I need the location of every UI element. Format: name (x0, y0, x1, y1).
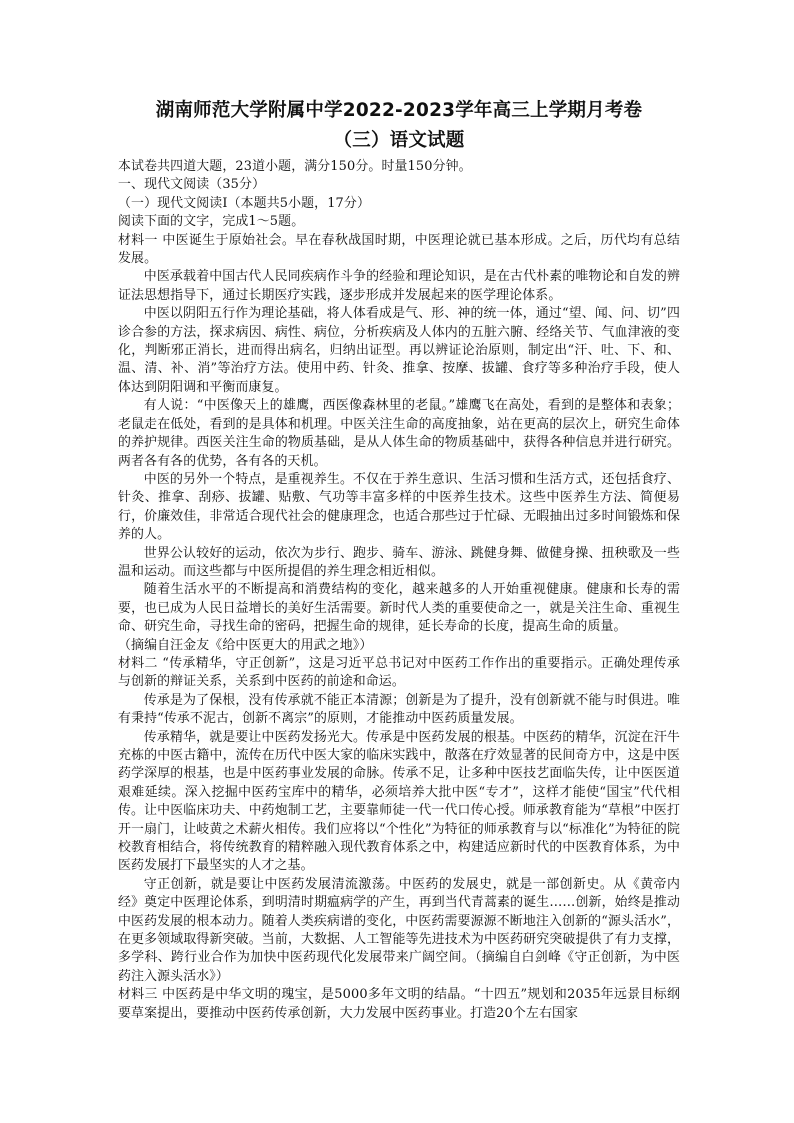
material-2-paragraph: 传承是为了保根，没有传承就不能正本清源；创新是为了提升，没有创新就不能与时俱进。唯有秉持“传承不泥古，创新不离宗”的原则，才能推动中医药质量发展。 (118, 692, 680, 727)
material-2-paragraph: 守正创新，就是要让中医药发展清流激荡。中医药的发展史，就是一部创新史。从《黄帝内经》奠定中医理论体系，到明清时期瘟病学的产生，再到当代青蒿素的诞生……创新，始终是推动中医药发展的根本动力。随着人类疾病谱的变化，中医药需要源源不断地注入创新的“源头活水”，在更多领域取得新突破。当前，大数据、人工智能等先进技术为中医药研究突破提供了有力支撑，多学科、跨行业合作为加快中医药现代化发展带来广阔空间。（摘编自白剑峰《守正创新，为中医药注入源头活水》） (118, 876, 680, 984)
material-1-paragraph: 材料一 中医诞生于原始社会。早在春秋战国时期，中医理论就已基本形成。之后，历代均有总结发展。 (118, 232, 680, 267)
page-subtitle: （三）语文试题 (333, 130, 465, 151)
exam-intro: 本试卷共四道大题，23道小题，满分150分。时量150分钟。 (118, 159, 472, 174)
material-1-paragraph: 世界公认较好的运动，依次为步行、跑步、骑车、游泳、跳健身舞、做健身操、扭秧歌及一些温和运动。而这些都与中医所提倡的养生理念相近相似。 (118, 545, 680, 579)
material-1-paragraph: 中医的另外一个特点，是重视养生。不仅在于养生意识、生活习惯和生活方式，还包括食疗、针灸、推拿、刮痧、拔罐、贴敷、气功等丰富多样的中医养生技术。这些中医养生方法、简便易行，价廉效佳，非常适合现代社会的健康理念，也适合那些过于忙碌、无暇抽出过多时间锻炼和保养的人。 (118, 471, 680, 543)
page-title: 湖南师范大学附属中学2022-2023学年高三上学期月考卷 (155, 100, 643, 121)
material-3-paragraph: 材料三 中医药是中华文明的瑰宝，是5000多年文明的结晶。“十四五”规划和2035年远景目标纲要草案提出，要推动中医药传承创新，大力发展中医药事业。打造20个左右国家 (118, 987, 680, 1021)
material-1-paragraph: 中医以阴阳五行作为理论基础，将人体看成是气、形、神的统一体，通过“望、闻、问、切”四诊合参的方法，探求病因、病性、病位，分析疾病及人体内的五脏六腑、经络关节、气血津液的变化，判断邪正消长，进而得出病名，归纳出证型。再以辨证论治原则，制定出“汗、吐、下、和、温、清、补、消”等治疗方法。使用中药、针灸、推拿、按摩、拔罐、食疗等多种治疗手段，使人体达到阴阳调和平衡而康复。 (118, 306, 680, 395)
exam-page (118, 96, 680, 1023)
reading-instruction: 阅读下面的文字，完成1～5题。 (118, 214, 305, 230)
material-2-paragraph: 传承精华，就是要让中医药发扬光大。传承是中医药发展的根基。中医药的精华，沉淀在汗牛充栋的中医古籍中，流传在历代中医大家的临床实践中，散落在疗效显著的民间奇方中，这是中医药学深厚的根基，也是中医药事业发展的命脉。传承不足，让多种中医技艺面临失传，让中医医道艰难延续。深入挖掘中医药宝库中的精华，必须培养大批中医“专才”，这样才能使“国宝”代代相传。让中医临床功夫、中药炮制工艺，主要靠师徒一代一代口传心授。师承教育能为“草根”中医打开一扇门，让岐黄之术薪火相传。我们应将以“个性化”为特征的师承教育与以“标准化”为特征的院校教育相结合，将传统教育的精粹融入现代教育体系之中，构建适应新时代的中医教育体系，为中医药发展打下最坚实的人才之基。 (118, 729, 680, 874)
material-1-paragraph: 随着生活水平的不断提高和消费结构的变化，越来越多的人开始重视健康。健康和长寿的需要，也已成为人民日益增长的美好生活需要。新时代人类的重要使命之一，就是关注生命、重视生命、研究生命，寻找生命的密码，把握生命的规律，延长寿命的长度，提高生命的质量。 (118, 582, 680, 635)
material-1-paragraph: 中医承载着中国古代人民同疾病作斗争的经验和理论知识，是在古代朴素的唯物论和自发的辨证法思想指导下，通过长期医疗实践，逐步形成并发展起来的医学理论体系。 (118, 269, 680, 303)
subsection-heading: （一）现代文阅读Ⅰ（本题共5小题，17分） (118, 195, 370, 211)
material-1-source: （摘编自汪金友《给中医更大的用武之地》） (118, 637, 373, 653)
material-2-paragraph: 材料二 “传承精华，守正创新”，这是习近平总书记对中医药工作作出的重要指示。正确处理传承与创新的辩证关系，关系到中医药的前途和命运。 (118, 655, 680, 690)
material-1-paragraph: 有人说：“中医像天上的雄鹰，西医像森林里的老鼠。”雄鹰飞在高处，看到的是整体和表象；老鼠走在低处，看到的是具体和机理。中医关注生命的高度抽象，站在更高的层次上，研究生命体的养护规律。西医关注生命的物质基础，是从人体生命的物质基础中，获得各种信息并进行研究。两者各有各的优势，各有各的天机。 (118, 398, 680, 469)
section-heading: 一、现代文阅读（35分） (118, 177, 266, 193)
